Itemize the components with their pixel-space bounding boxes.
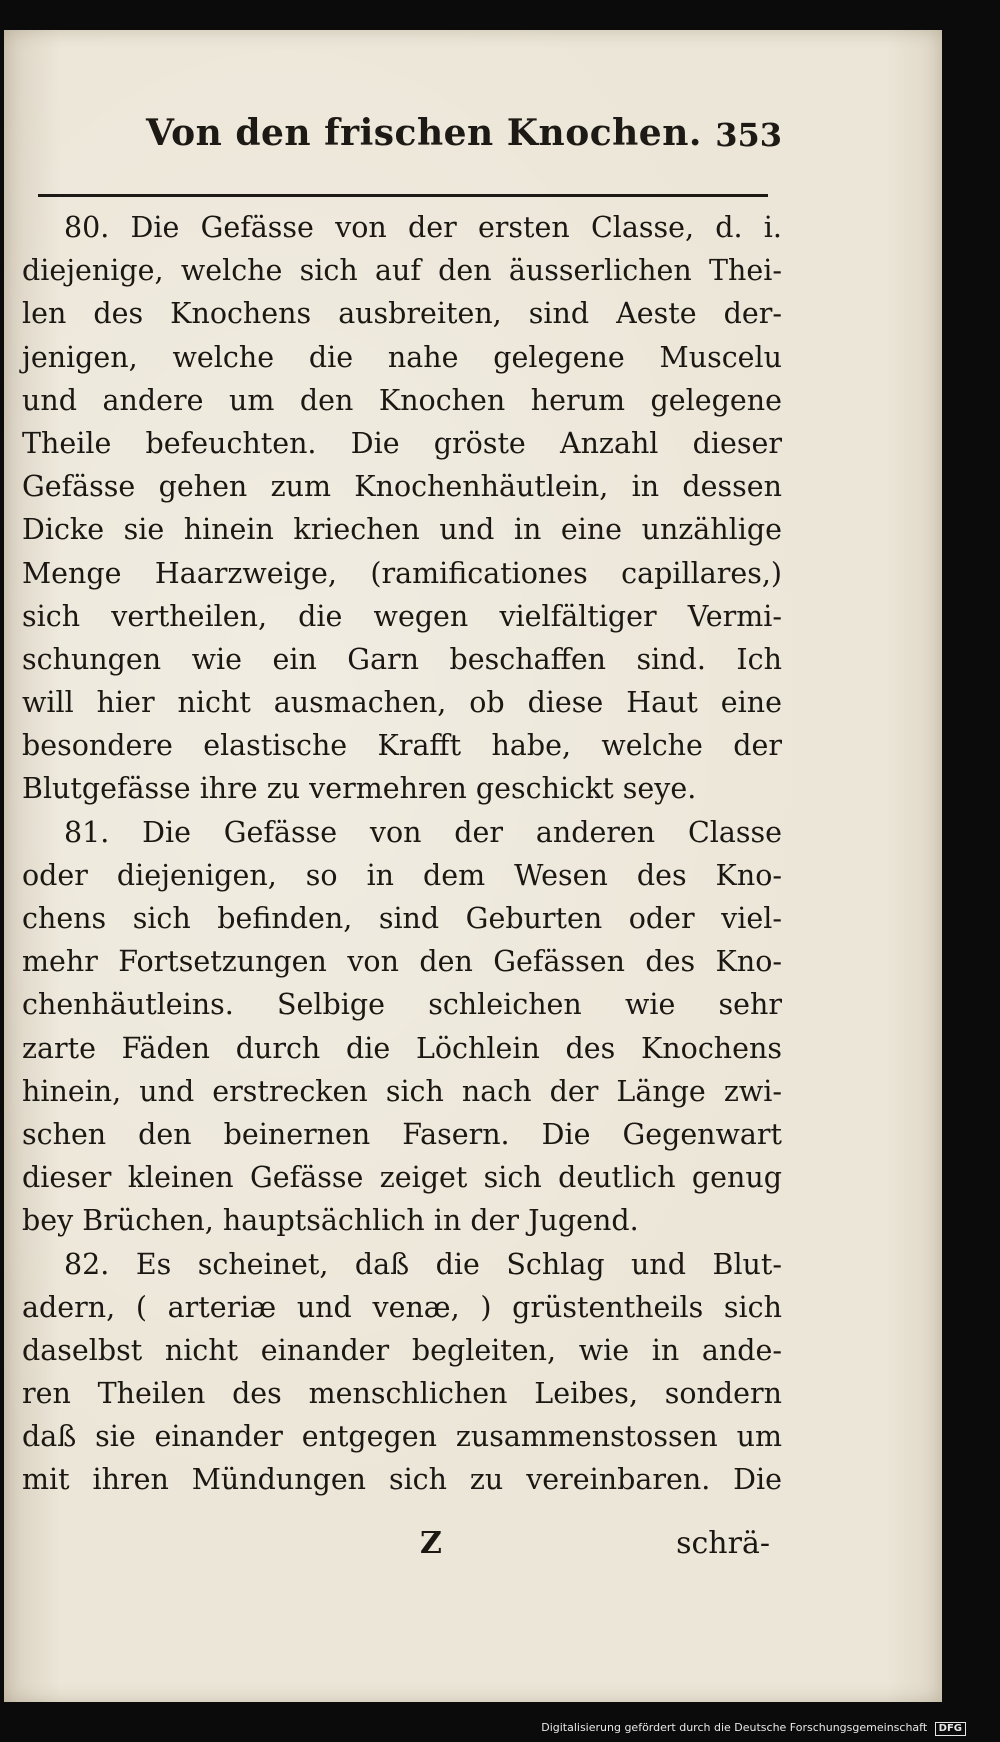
book-page — [4, 30, 942, 1702]
text-line: will hier nicht ausmachen, ob diese Haut eine — [22, 686, 782, 720]
text-line: oder diejenigen, so in dem Wesen des Kno- — [22, 858, 782, 892]
body-text — [22, 206, 782, 1502]
digitization-credit — [541, 1721, 966, 1736]
running-title: Von den frischen Knochen. — [146, 112, 702, 154]
text-line: Blutgefässe ihre zu vermehren geschickt seye. — [22, 772, 697, 806]
text-line: Gefässe gehen zum Knochenhäutlein, in dessen — [22, 470, 782, 504]
text-line: 81. Die Gefässe von der anderen Classe — [64, 815, 782, 849]
text-line: adern, ( arteriæ und venæ, ) grüstentheils sich — [22, 1290, 782, 1324]
text-line: diejenige, welche sich auf den äusserlichen Thei- — [22, 254, 782, 288]
credit-text: Digitalisierung gefördert durch die Deutsche Forschungsgemeinschaft — [541, 1721, 928, 1734]
text-line: len des Knochens ausbreiten, sind Aeste der- — [22, 297, 782, 331]
text-line: 82. Es scheinet, daß die Schlag und Blut- — [64, 1247, 782, 1281]
page-header — [74, 112, 782, 172]
text-line: besondere elastische Krafft habe, welche der — [22, 729, 782, 763]
text-line: chenhäutleins. Selbige schleichen wie sehr — [22, 988, 782, 1022]
text-line: daß sie einander entgegen zusammenstossen um — [22, 1420, 782, 1454]
page-number: 353 — [715, 116, 782, 154]
signature-mark: Z — [420, 1526, 442, 1561]
text-line: mehr Fortsetzungen von den Gefässen des Kno- — [22, 945, 782, 979]
text-line: schungen wie ein Garn beschaffen sind. Ich — [22, 642, 782, 676]
text-line: und andere um den Knochen herum gelegene — [22, 383, 782, 417]
text-line: bey Brüchen, hauptsächlich in der Jugend. — [22, 1204, 639, 1238]
text-line: ren Theilen des menschlichen Leibes, sondern — [22, 1377, 782, 1411]
dfg-logo: DFG — [935, 1722, 966, 1736]
text-line: sich vertheilen, die wegen vielfältiger Vermi- — [22, 599, 782, 633]
text-line: chens sich befinden, sind Geburten oder viel- — [22, 902, 782, 935]
catchword: schrä- — [676, 1526, 770, 1561]
text-line: hinein, und erstrecken sich nach der Länge zwi- — [22, 1074, 782, 1108]
text-line: schen den beinernen Fasern. Die Gegenwart — [22, 1117, 782, 1151]
text-line: zarte Fäden durch die Löchlein des Knochens — [22, 1031, 782, 1065]
page-footer — [22, 1526, 782, 1574]
header-rule — [38, 194, 768, 197]
text-line: daselbst nicht einander begleiten, wie in ande- — [22, 1333, 782, 1367]
text-line: Theile befeuchten. Die gröste Anzahl dieser — [22, 426, 782, 460]
text-line: dieser kleinen Gefässe zeiget sich deutlich genug — [22, 1161, 782, 1195]
text-line: Dicke sie hinein kriechen und in eine unzählige — [22, 513, 782, 547]
text-line: jenigen, welche die nahe gelegene Muscelu — [22, 340, 782, 374]
text-line: mit ihren Mündungen sich zu vereinbaren. Die — [22, 1463, 782, 1497]
text-line: 80. Die Gefässe von der ersten Classe, d. i. — [64, 211, 782, 244]
text-line: Menge Haarzweige, (ramificationes capillares,) — [22, 556, 782, 590]
